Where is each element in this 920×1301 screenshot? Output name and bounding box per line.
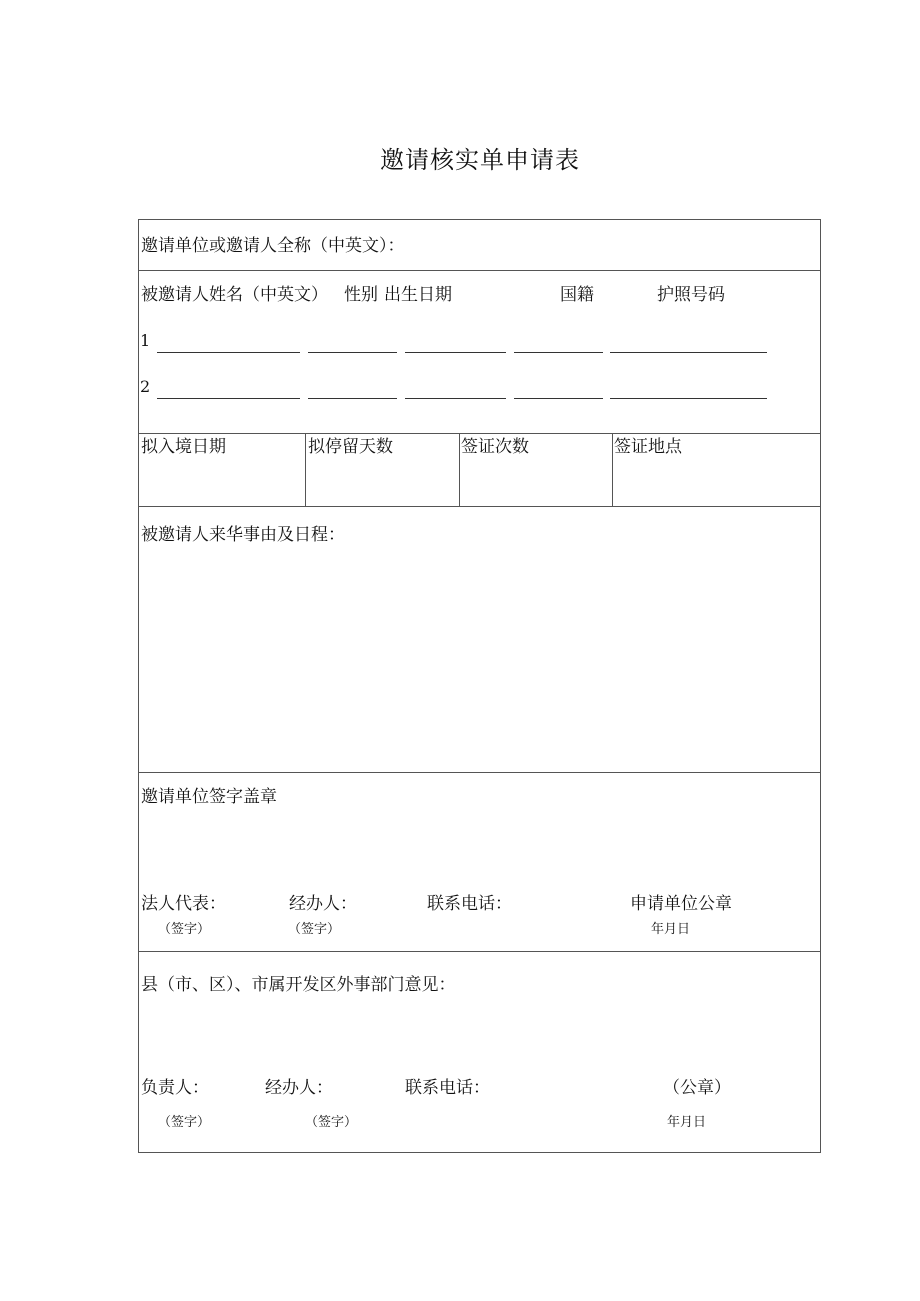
signature-note: （签字） [158,1115,211,1130]
birth-date-header: 出生日期 [384,285,452,305]
passport-header: 护照号码 [657,285,725,305]
cell-divider [305,433,306,506]
invitee-1-name-field[interactable] [157,352,300,353]
invitee-1-gender-field[interactable] [308,352,397,353]
invitee-2-gender-field[interactable] [308,398,397,399]
invitee-1-nationality-field[interactable] [514,352,603,353]
date-note: 年月日 [651,922,691,937]
gender-header: 性别 [344,285,378,305]
inviter-signature-label: 邀请单位签字盖章 [141,787,277,807]
invitee-2-birth-field[interactable] [405,398,506,399]
invitee-row-number: 1 [140,331,151,350]
signature-note: （签字） [158,922,211,937]
handler-label: 经办人： [265,1078,333,1098]
responsible-person-label: 负责人： [141,1078,209,1098]
divider [139,951,820,952]
inviter-name-label: 邀请单位或邀请人全称（中英文）： [141,236,405,256]
contact-phone-label: 联系电话： [427,894,512,914]
invitee-1-birth-field[interactable] [405,352,506,353]
divider [139,772,820,773]
nationality-header: 国籍 [560,285,594,305]
contact-phone-label: 联系电话： [405,1078,490,1098]
visa-times-label: 签证次数 [461,437,529,457]
divider [139,270,820,271]
signature-note: （签字） [305,1115,358,1130]
date-note: 年月日 [667,1115,707,1130]
invitee-2-passport-field[interactable] [610,398,767,399]
foreign-affairs-opinion-label: 县（市、区）、市属开发区外事部门意见： [141,975,456,995]
page-title: 邀请核实单申请表 [380,146,580,174]
visa-place-label: 签证地点 [614,437,682,457]
handler-label: 经办人： [289,894,357,914]
invitee-row-number: 2 [140,377,151,396]
stay-days-label: 拟停留天数 [308,437,393,457]
legal-representative-label: 法人代表： [141,894,226,914]
official-seal-label: （公章） [663,1078,731,1098]
entry-date-label: 拟入境日期 [141,437,226,457]
invitee-2-nationality-field[interactable] [514,398,603,399]
cell-divider [459,433,460,506]
divider [139,506,820,507]
invitee-2-name-field[interactable] [157,398,300,399]
applicant-seal-label: 申请单位公章 [630,894,732,914]
cell-divider [612,433,613,506]
application-form [138,219,821,1153]
visit-purpose-label: 被邀请人来华事由及日程： [141,525,345,545]
divider [139,433,820,434]
signature-note: （签字） [288,922,341,937]
invitee-name-header: 被邀请人姓名（中英文） [141,285,328,305]
invitee-1-passport-field[interactable] [610,352,767,353]
